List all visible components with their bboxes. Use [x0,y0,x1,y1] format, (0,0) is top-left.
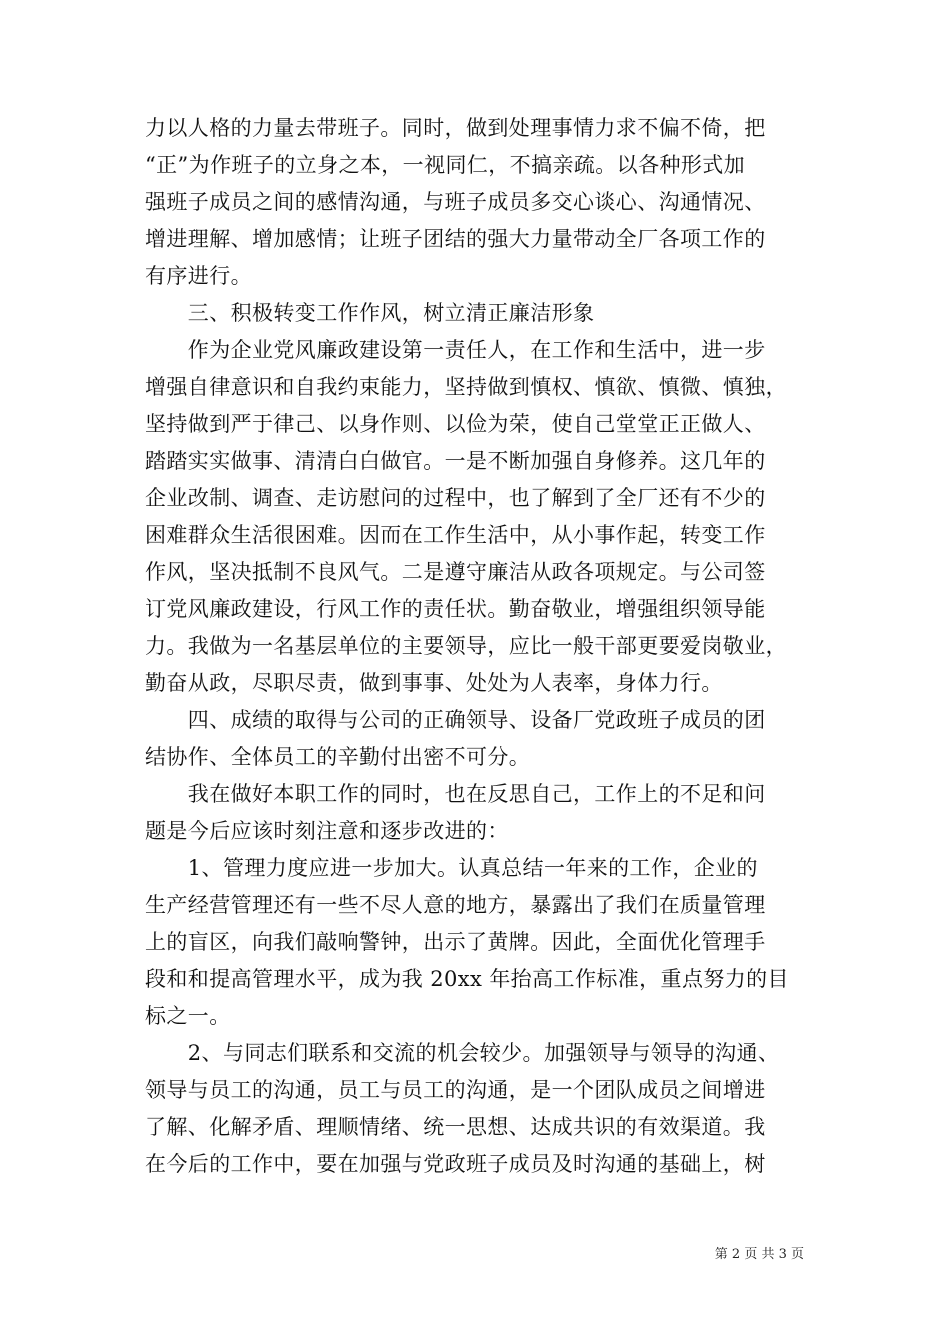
section-heading-line: 三、积极转变工作作风，树立清正廉洁形象 [145,301,595,325]
body-text-line: 订党风廉政建设，行风工作的责任状。勤奋敬业，增强组织领导能 [145,597,766,621]
body-text-line: 力。我做为一名基层单位的主要领导，应比一般干部更要爱岗敬业， [145,634,787,658]
body-text-line: 题是今后应该时刻注意和逐步改进的： [145,819,509,843]
body-text-line: 勤奋从政，尽职尽责，做到事事、处处为人表率，身体力行。 [145,671,723,695]
body-text-line: “正”为作班子的立身之本，一视同仁，不搞亲疏。以各种形式加 [145,153,746,177]
body-text-line: 增强自律意识和自我约束能力，坚持做到慎权、慎欲、慎微、慎独， [145,375,787,399]
body-text-line: 企业改制、调查、走访慰问的过程中，也了解到了全厂还有不少的 [145,486,766,510]
body-text-line: 有序进行。 [145,264,252,288]
body-text-line: 我在做好本职工作的同时，也在反思自己，工作上的不足和问 [145,782,766,806]
list-item-line: 2、与同志们联系和交流的机会较少。加强领导与领导的沟通、 [145,1041,780,1065]
list-item-line: 1、管理力度应进一步加大。认真总结一年来的工作，企业的 [145,856,758,880]
body-text-line: 作为企业党风廉政建设第一责任人，在工作和生活中，进一步 [145,338,766,362]
body-text-line: 上的盲区，向我们敲响警钟，出示了黄牌。因此，全面优化管理手 [145,930,766,954]
body-text-line: 困难群众生活很困难。因而在工作生活中，从小事作起，转变工作 [145,523,766,547]
body-text-line: 了解、化解矛盾、理顺情绪、统一思想、达成共识的有效渠道。我 [145,1115,766,1139]
body-text-line: 强班子成员之间的感情沟通，与班子成员多交心谈心、沟通情况、 [145,190,766,214]
body-text-line: 段和和提高管理水平，成为我 20xx 年抬高工作标准，重点努力的目 [145,967,789,991]
body-text-line: 标之一。 [145,1004,231,1028]
body-text-line: 作风，坚决抵制不良风气。二是遵守廉洁从政各项规定。与公司签 [145,560,766,584]
body-text-line: 结协作、全体员工的辛勤付出密不可分。 [145,745,531,769]
page-number-footer: 第 2 页 共 3 页 [714,1247,804,1262]
body-text-line: 增进理解、增加感情；让班子团结的强大力量带动全厂各项工作的 [145,227,766,251]
body-text-line: 在今后的工作中，要在加强与党政班子成员及时沟通的基础上，树 [145,1152,766,1176]
body-text-line: 生产经营管理还有一些不尽人意的地方，暴露出了我们在质量管理 [145,893,766,917]
body-text-line: 力以人格的力量去带班子。同时，做到处理事情力求不偏不倚，把 [145,116,766,140]
body-text-line: 领导与员工的沟通，员工与员工的沟通，是一个团队成员之间增进 [145,1078,766,1102]
body-text-line: 坚持做到严于律己、以身作则、以俭为荣，使自己堂堂正正做人、 [145,412,766,436]
section-heading-line: 四、成绩的取得与公司的正确领导、设备厂党政班子成员的团 [145,708,766,732]
body-text-line: 踏踏实实做事、清清白白做官。一是不断加强自身修养。这几年的 [145,449,766,473]
